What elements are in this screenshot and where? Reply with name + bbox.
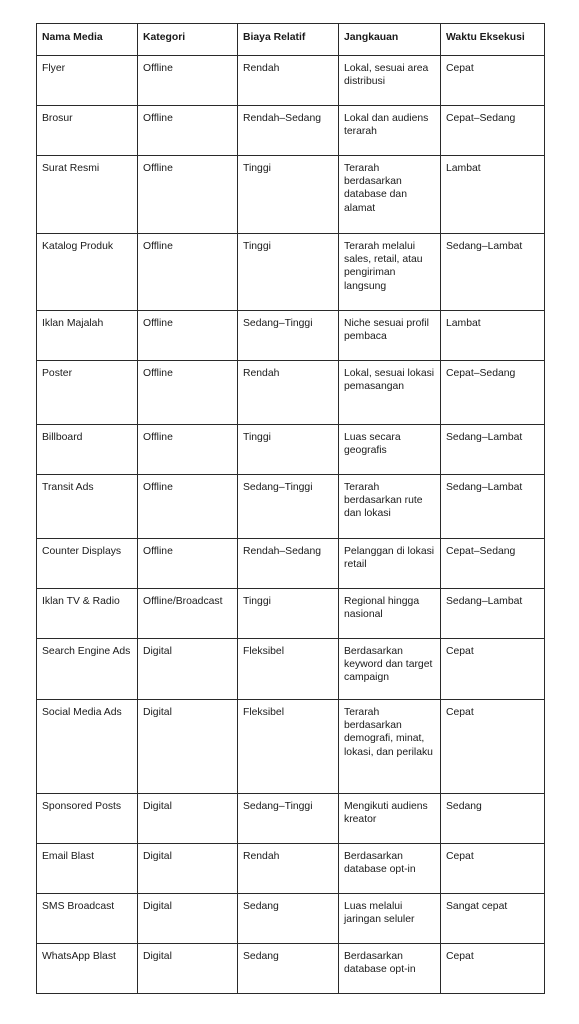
jangkauan-cell: Luas melalui jaringan seluler: [339, 894, 441, 944]
nama-media-cell: Surat Resmi: [37, 156, 138, 234]
kategori-cell: Offline: [138, 106, 238, 156]
jangkauan-cell: Regional hingga nasional: [339, 589, 441, 639]
nama-media-cell: Iklan TV & Radio: [37, 589, 138, 639]
header-nama-media: Nama Media: [37, 24, 138, 56]
kategori-cell: Digital: [138, 944, 238, 994]
biaya-relatif-cell: Fleksibel: [238, 700, 339, 794]
table-row: [37, 56, 545, 106]
table-row: [37, 794, 545, 844]
jangkauan-cell: Berdasarkan keyword dan target campaign: [339, 639, 441, 700]
kategori-cell: Offline: [138, 56, 238, 106]
jangkauan-cell: Niche sesuai profil pembaca: [339, 311, 441, 361]
waktu-eksekusi-cell: Sedang: [441, 794, 545, 844]
table-header: [37, 24, 545, 56]
nama-media-cell: Billboard: [37, 425, 138, 475]
jangkauan-cell: Berdasarkan database opt-in: [339, 844, 441, 894]
kategori-cell: Digital: [138, 894, 238, 944]
nama-media-cell: WhatsApp Blast: [37, 944, 138, 994]
table-body: [37, 56, 545, 994]
jangkauan-cell: Terarah melalui sales, retail, atau pengiriman langsung: [339, 234, 441, 311]
jangkauan-cell: Mengikuti audiens kreator: [339, 794, 441, 844]
kategori-cell: Digital: [138, 844, 238, 894]
kategori-cell: Digital: [138, 639, 238, 700]
biaya-relatif-cell: Rendah–Sedang: [238, 539, 339, 589]
media-comparison-table: [36, 23, 545, 994]
waktu-eksekusi-cell: Cepat–Sedang: [441, 106, 545, 156]
waktu-eksekusi-cell: Cepat: [441, 56, 545, 106]
kategori-cell: Digital: [138, 700, 238, 794]
biaya-relatif-cell: Sedang–Tinggi: [238, 475, 339, 539]
nama-media-cell: Social Media Ads: [37, 700, 138, 794]
biaya-relatif-cell: Sedang: [238, 944, 339, 994]
nama-media-cell: Transit Ads: [37, 475, 138, 539]
waktu-eksekusi-cell: Sedang–Lambat: [441, 425, 545, 475]
biaya-relatif-cell: Tinggi: [238, 234, 339, 311]
jangkauan-cell: Terarah berdasarkan rute dan lokasi: [339, 475, 441, 539]
biaya-relatif-cell: Sedang: [238, 894, 339, 944]
kategori-cell: Digital: [138, 794, 238, 844]
waktu-eksekusi-cell: Lambat: [441, 156, 545, 234]
waktu-eksekusi-cell: Cepat: [441, 844, 545, 894]
table-row: [37, 639, 545, 700]
biaya-relatif-cell: Rendah: [238, 844, 339, 894]
nama-media-cell: Sponsored Posts: [37, 794, 138, 844]
biaya-relatif-cell: Tinggi: [238, 156, 339, 234]
waktu-eksekusi-cell: Sedang–Lambat: [441, 475, 545, 539]
kategori-cell: Offline: [138, 425, 238, 475]
biaya-relatif-cell: Fleksibel: [238, 639, 339, 700]
kategori-cell: Offline/Broadcast: [138, 589, 238, 639]
kategori-cell: Offline: [138, 156, 238, 234]
jangkauan-cell: Berdasarkan database opt-in: [339, 944, 441, 994]
waktu-eksekusi-cell: Cepat–Sedang: [441, 539, 545, 589]
table-row: [37, 844, 545, 894]
jangkauan-cell: Terarah berdasarkan database dan alamat: [339, 156, 441, 234]
biaya-relatif-cell: Tinggi: [238, 425, 339, 475]
table-row: [37, 311, 545, 361]
jangkauan-cell: Lokal dan audiens terarah: [339, 106, 441, 156]
table-row: [37, 234, 545, 311]
kategori-cell: Offline: [138, 539, 238, 589]
waktu-eksekusi-cell: Lambat: [441, 311, 545, 361]
table-row: [37, 425, 545, 475]
table-row: [37, 944, 545, 994]
header-row: [37, 24, 545, 56]
jangkauan-cell: Lokal, sesuai lokasi pemasangan: [339, 361, 441, 425]
table-row: [37, 361, 545, 425]
header-jangkauan: Jangkauan: [339, 24, 441, 56]
biaya-relatif-cell: Tinggi: [238, 589, 339, 639]
table-row: [37, 156, 545, 234]
waktu-eksekusi-cell: Sangat cepat: [441, 894, 545, 944]
nama-media-cell: Poster: [37, 361, 138, 425]
biaya-relatif-cell: Sedang–Tinggi: [238, 794, 339, 844]
header-kategori: Kategori: [138, 24, 238, 56]
nama-media-cell: Katalog Produk: [37, 234, 138, 311]
waktu-eksekusi-cell: Cepat: [441, 700, 545, 794]
table-row: [37, 700, 545, 794]
jangkauan-cell: Pelanggan di lokasi retail: [339, 539, 441, 589]
waktu-eksekusi-cell: Sedang–Lambat: [441, 589, 545, 639]
nama-media-cell: Email Blast: [37, 844, 138, 894]
biaya-relatif-cell: Rendah: [238, 56, 339, 106]
table-row: [37, 589, 545, 639]
kategori-cell: Offline: [138, 234, 238, 311]
header-biaya-relatif: Biaya Relatif: [238, 24, 339, 56]
jangkauan-cell: Terarah berdasarkan demografi, minat, lokasi, dan perilaku: [339, 700, 441, 794]
nama-media-cell: Brosur: [37, 106, 138, 156]
waktu-eksekusi-cell: Cepat–Sedang: [441, 361, 545, 425]
biaya-relatif-cell: Rendah: [238, 361, 339, 425]
kategori-cell: Offline: [138, 475, 238, 539]
nama-media-cell: Iklan Majalah: [37, 311, 138, 361]
kategori-cell: Offline: [138, 361, 238, 425]
jangkauan-cell: Luas secara geografis: [339, 425, 441, 475]
waktu-eksekusi-cell: Cepat: [441, 639, 545, 700]
nama-media-cell: Search Engine Ads: [37, 639, 138, 700]
biaya-relatif-cell: Sedang–Tinggi: [238, 311, 339, 361]
kategori-cell: Offline: [138, 311, 238, 361]
waktu-eksekusi-cell: Sedang–Lambat: [441, 234, 545, 311]
nama-media-cell: SMS Broadcast: [37, 894, 138, 944]
table-row: [37, 106, 545, 156]
table-row: [37, 475, 545, 539]
nama-media-cell: Counter Displays: [37, 539, 138, 589]
header-waktu-eksekusi: Waktu Eksekusi: [441, 24, 545, 56]
jangkauan-cell: Lokal, sesuai area distribusi: [339, 56, 441, 106]
table-row: [37, 894, 545, 944]
waktu-eksekusi-cell: Cepat: [441, 944, 545, 994]
nama-media-cell: Flyer: [37, 56, 138, 106]
table-row: [37, 539, 545, 589]
biaya-relatif-cell: Rendah–Sedang: [238, 106, 339, 156]
